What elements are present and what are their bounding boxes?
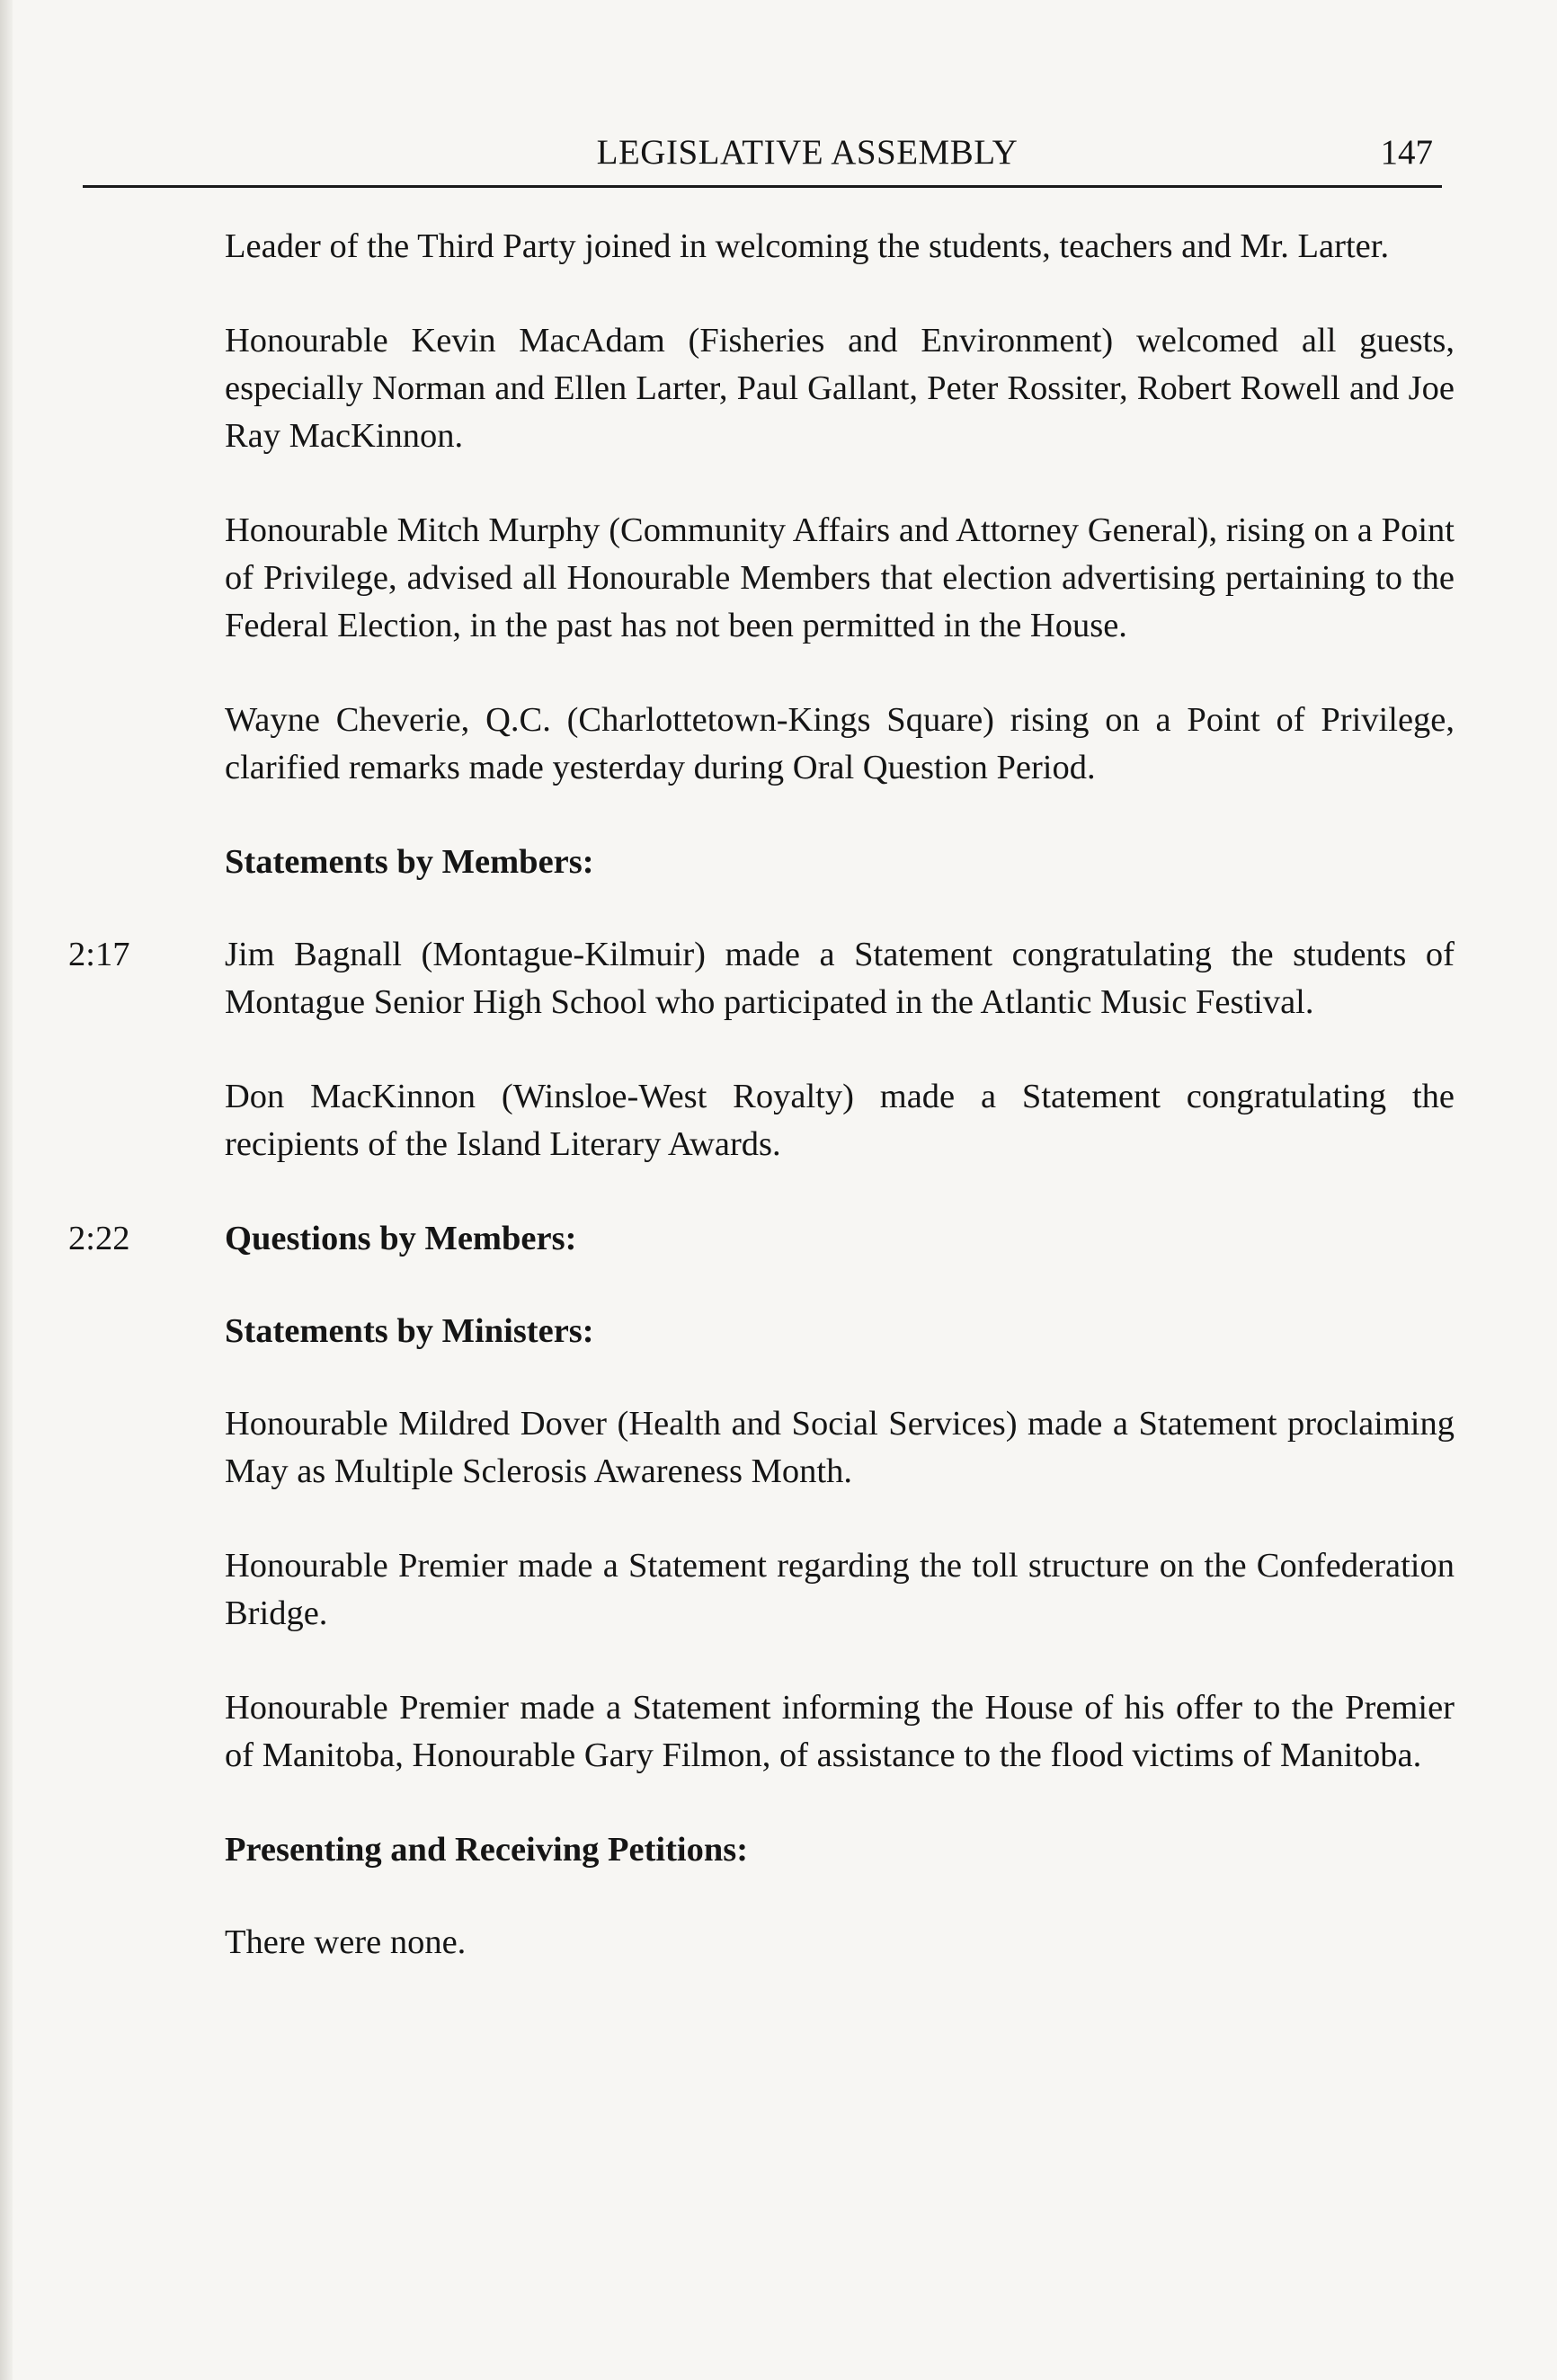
paragraph-premier-toll: Honourable Premier made a Statement regarding the toll structure on the Confederation Bridge. [225,1547,1455,1632]
paragraph-macadam: Honourable Kevin MacAdam (Fisheries and Environment) welcomed all guests, especially Norman and Ellen Larter, Paul Gallant, Peter Rossiter, Robert Rowell and Joe Ray MacKinnon. [225,322,1455,455]
paragraph-bagnall-block [68,931,1455,1026]
page-body [68,223,1455,2013]
time-marker-222: 2:22 [68,1220,130,1257]
page-edge-shadow [0,0,13,2380]
page-number: 147 [1380,133,1433,172]
paragraph-cheverie: Wayne Cheverie, Q.C. (Charlottetown-Kings Square) rising on a Point of Privilege, clarified remarks made yesterday during Oral Question Period. [225,701,1455,786]
running-title: LEGISLATIVE ASSEMBLY [596,133,1019,172]
heading-questions-block [68,1215,1455,1263]
time-marker-217: 2:17 [68,936,130,973]
paragraph-don-mackinnon: Don MacKinnon (Winsloe-West Royalty) made a Statement congratulating the recipients of the Island Literary Awards. [225,1078,1455,1163]
paragraph-bagnall: Jim Bagnall (Montague-Kilmuir) made a Statement congratulating the students of Montague Senior High School who participated in the Atlantic Music Festival. [225,936,1455,1021]
paragraph-third-party: Leader of the Third Party joined in welcoming the students, teachers and Mr. Larter. [225,227,1390,265]
paragraph-murphy: Honourable Mitch Murphy (Community Affairs and Attorney General), rising on a Point of Privilege, advised all Honourable Members that election advertising pertaining to the Federal Election, in the past has not been permitted in the House. [225,511,1455,644]
paragraph-none: There were none. [225,1923,467,1961]
paragraph-dover: Honourable Mildred Dover (Health and Social Services) made a Statement proclaiming May as Multiple Sclerosis Awareness Month. [225,1405,1455,1490]
heading-presenting-petitions: Presenting and Receiving Petitions: [225,1831,749,1869]
paragraph-premier-flood: Honourable Premier made a Statement informing the House of his offer to the Premier of Manitoba, Honourable Gary Filmon, of assistance to the flood victims of Manitoba. [225,1689,1455,1774]
running-header [83,128,1442,188]
heading-questions-by-members: Questions by Members: [225,1220,577,1257]
heading-statements-by-members: Statements by Members: [225,843,594,881]
heading-statements-by-ministers: Statements by Ministers: [225,1312,594,1350]
